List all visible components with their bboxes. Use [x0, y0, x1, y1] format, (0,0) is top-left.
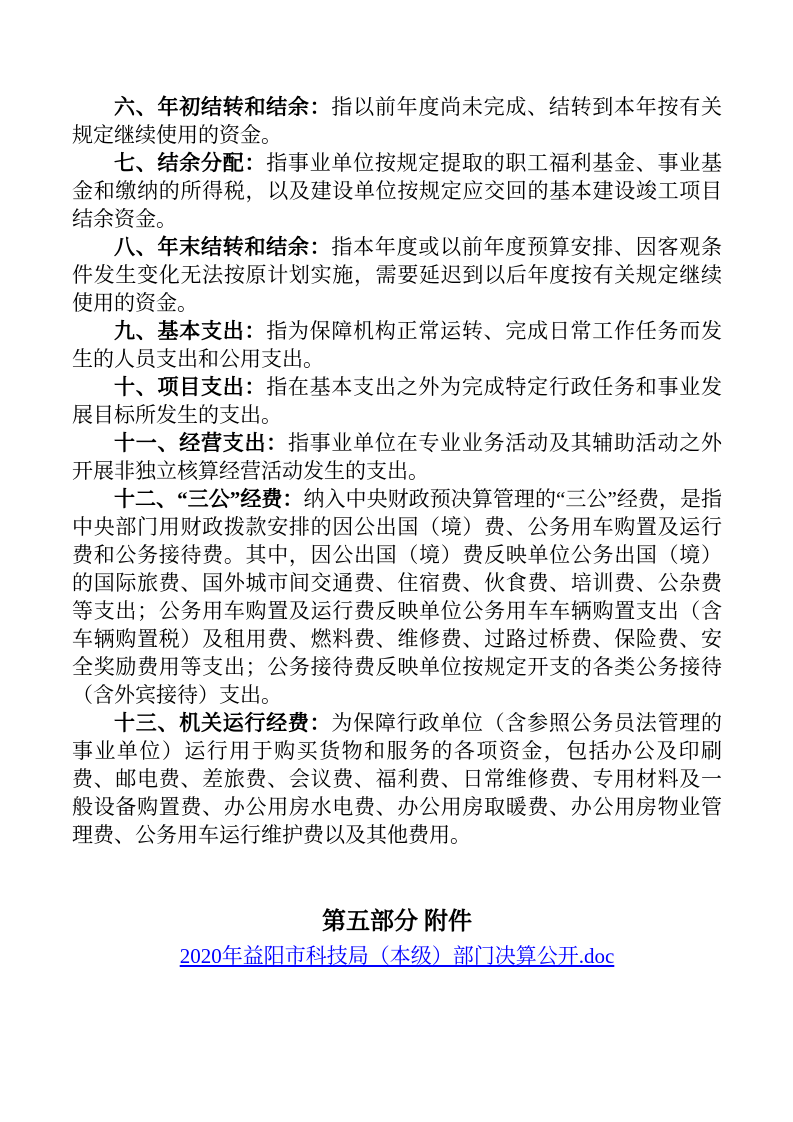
definition-paragraph	[72, 93, 722, 149]
definition-text: 纳入中央财政预决算管理的“三公”经费，是指中央部门用财政拨款安排的因公出国（境）费、公务用车购置及运行费和公务接待费。其中，因公出国（境）费反映单位公务出国（境）的国际旅费、国外城市间交通费、住宿费、伙食费、培训费、公杂费等支出；公务用车购置及运行费反映单位公务用车车辆购置支出（含车辆购置税）及租用费、燃料费、维修费、过路过桥费、保险费、安全奖励费用等支出；公务接待费反映单位按规定开支的各类公务接待（含外宾接待）支出。	[72, 487, 722, 707]
definition-term: 九、基本支出：	[114, 319, 267, 343]
definition-term: 十二、“三公”经费：	[114, 487, 304, 511]
definition-text: 指本年度或以前年度预算安排、因客观条件发生变化无法按原计划实施，需要延迟到以后年度按有关规定继续使用的资金。	[72, 235, 723, 315]
attachment-link[interactable]: 2020年益阳市科技局（本级）部门决算公开.doc	[179, 944, 615, 968]
definition-term: 十一、经营支出：	[114, 431, 288, 455]
definition-text: 指事业单位按规定提取的职工福利基金、事业基金和缴纳的所得税，以及建设单位按规定应交回的基本建设竣工项目结余资金。	[72, 151, 723, 231]
section-title: 第五部分 附件	[322, 909, 472, 935]
definition-paragraph	[72, 233, 722, 317]
definition-paragraph	[72, 709, 722, 849]
definition-text: 指事业单位在专业业务活动及其辅助活动之外开展非独立核算经营活动发生的支出。	[72, 431, 723, 483]
definition-text: 为保障行政单位（含参照公务员法管理的事业单位）运行用于购买货物和服务的各项资金，包括办公及印刷费、邮电费、差旅费、会议费、福利费、日常维修费、专用材料及一般设备购置费、办公用房水电费、办公用房取暖费、办公用房物业管理费、公务用车运行维护费以及其他费用。	[72, 711, 723, 847]
definition-term: 七、结余分配：	[114, 151, 267, 175]
definition-paragraph	[72, 429, 722, 485]
definition-text: 指以前年度尚未完成、结转到本年按有关规定继续使用的资金。	[72, 95, 723, 147]
attachment-link-line	[72, 942, 722, 970]
definition-paragraph	[72, 317, 722, 373]
definition-paragraph	[72, 373, 722, 429]
definition-paragraph	[72, 485, 722, 709]
definition-paragraph	[72, 149, 722, 233]
definition-term: 八、年末结转和结余：	[114, 235, 332, 259]
definition-text: 指在基本支出之外为完成特定行政任务和事业发展目标所发生的支出。	[72, 375, 723, 427]
definition-term: 六、年初结转和结余：	[114, 95, 332, 119]
definition-term: 十三、机关运行经费：	[114, 711, 332, 735]
definition-term: 十、项目支出：	[114, 375, 267, 399]
definition-text: 指为保障机构正常运转、完成日常工作任务而发生的人员支出和公用支出。	[72, 319, 723, 371]
